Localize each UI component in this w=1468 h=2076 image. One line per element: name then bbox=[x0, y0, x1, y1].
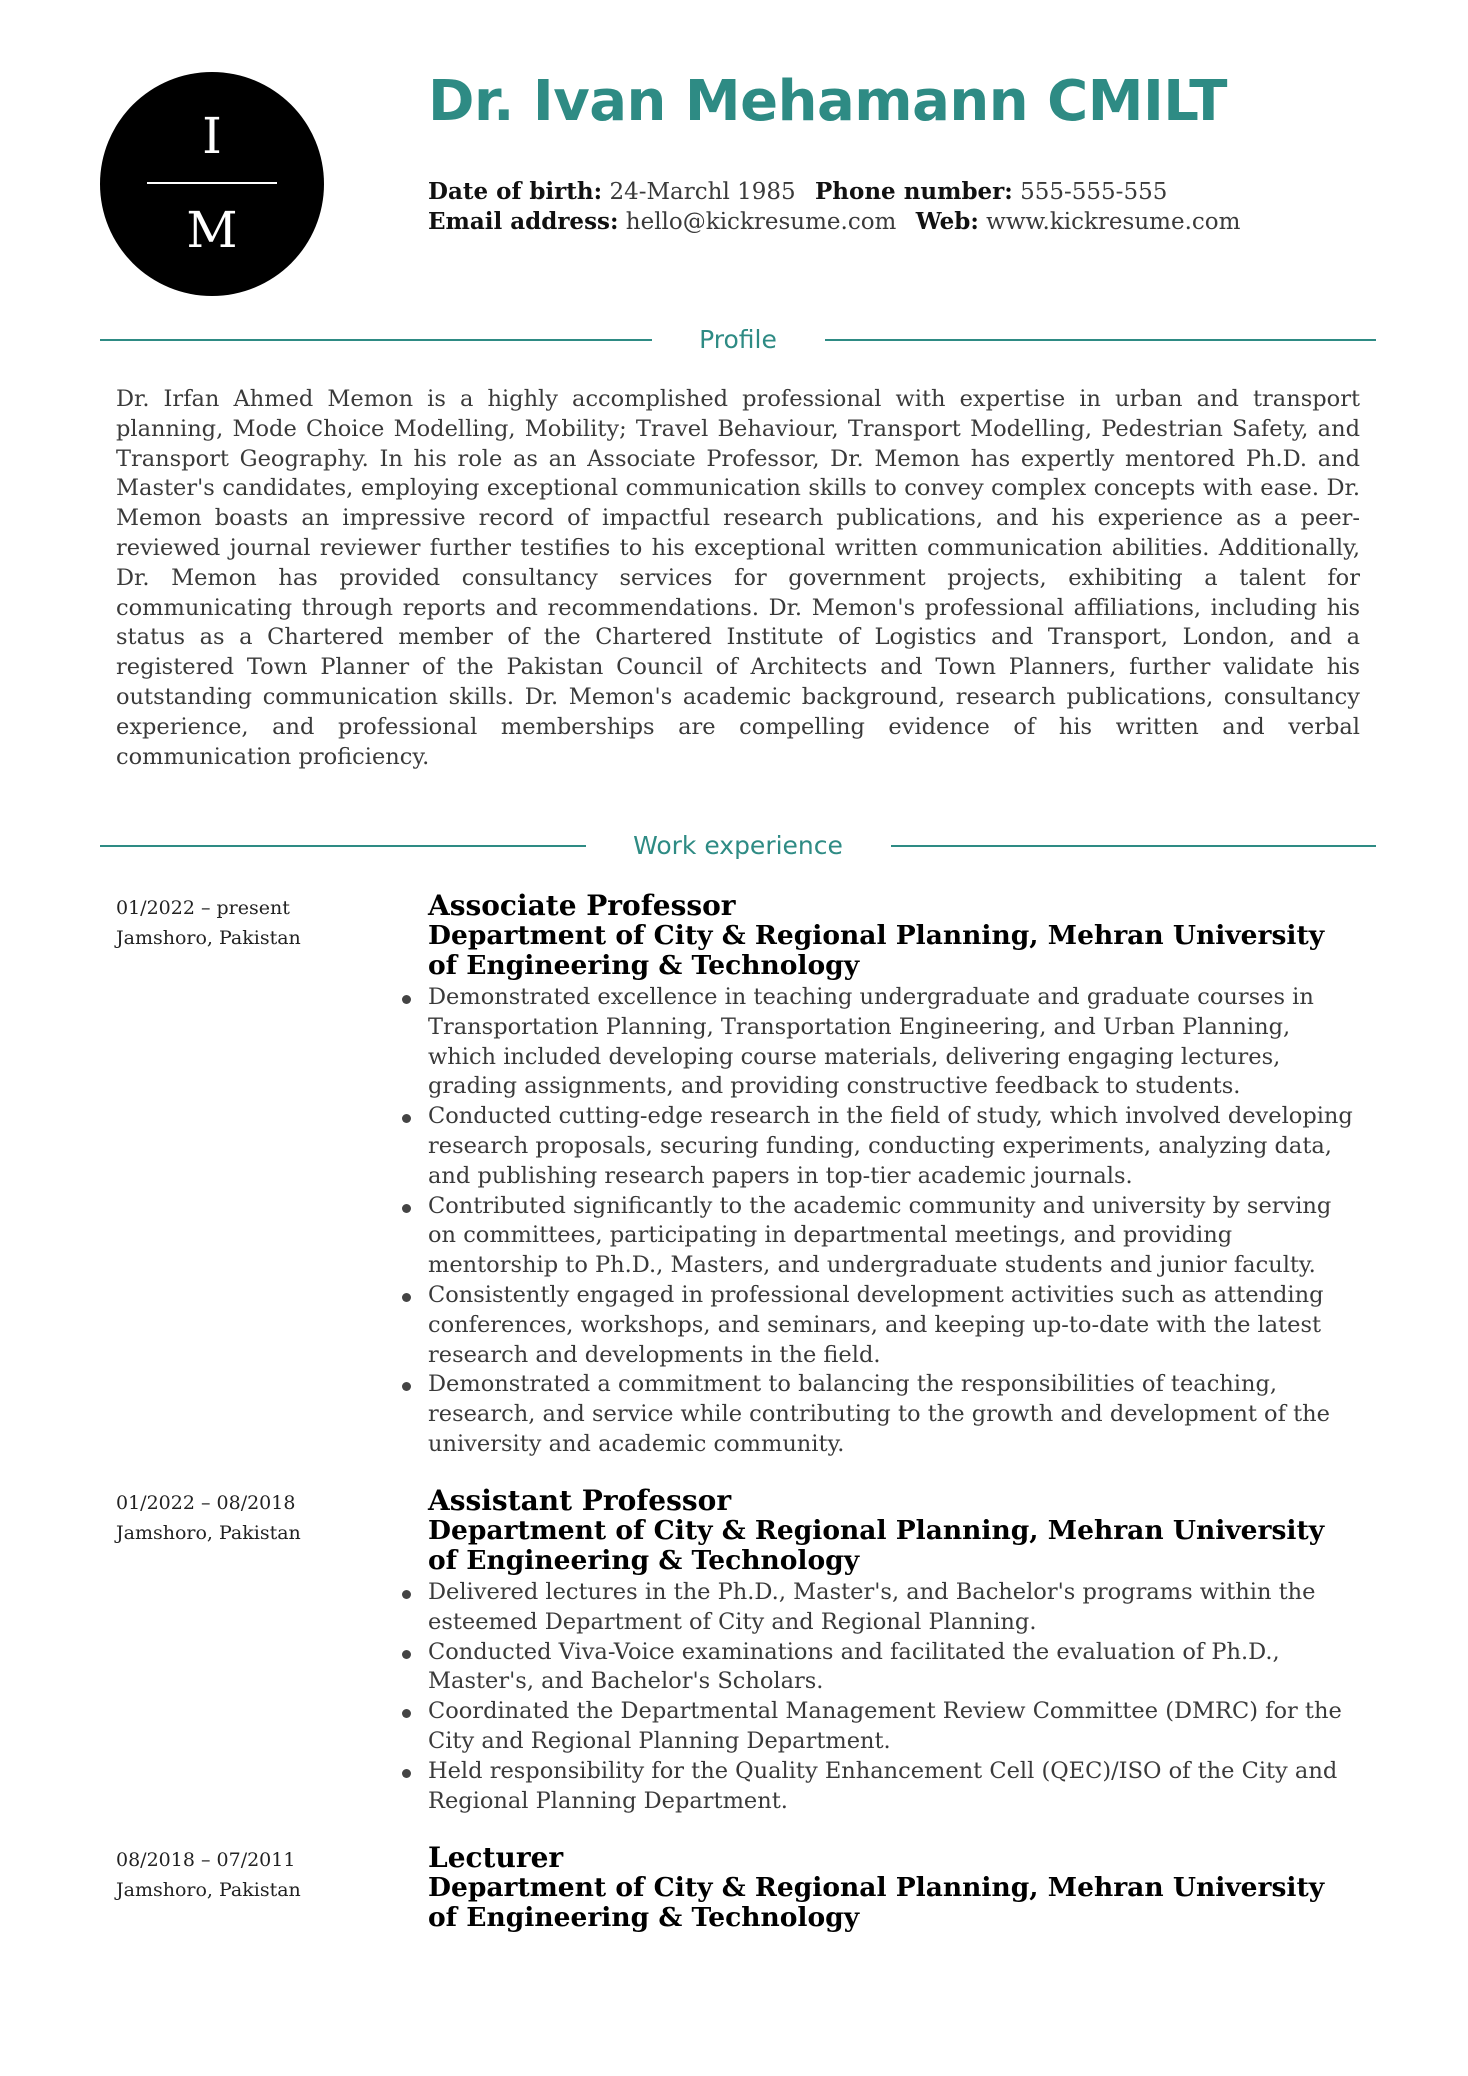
dob-value: 24-Marchl 1985 bbox=[609, 179, 796, 205]
job-title: Associate Professor bbox=[428, 889, 736, 922]
work-section-heading bbox=[100, 828, 1376, 864]
job-bullet: Demonstrated a commitment to balancing the responsibilities of teaching, research, and service while contributing to the growth and development of the university and academic community. bbox=[428, 1370, 1358, 1459]
job-location: Jamshoro, Pakistan bbox=[116, 927, 301, 949]
monogram-divider bbox=[147, 182, 277, 184]
job-dates: 08/2018 – 07/2011 bbox=[116, 1849, 296, 1871]
job-dates: 01/2022 – 08/2018 bbox=[116, 1492, 296, 1514]
bullet-dot bbox=[402, 1650, 411, 1659]
bullet-dot bbox=[402, 1769, 411, 1778]
email-value[interactable]: hello@kickresume.com bbox=[625, 209, 897, 235]
profile-section-heading bbox=[100, 322, 1376, 358]
job-location: Jamshoro, Pakistan bbox=[116, 1522, 301, 1544]
job-bullet: Delivered lectures in the Ph.D., Master's, and Bachelor's programs within the esteemed Department of City and Regional Planning. bbox=[428, 1578, 1358, 1638]
job-bullet: Held responsibility for the Quality Enhancement Cell (QEC)/ISO of the City and Regional Planning Department. bbox=[428, 1757, 1358, 1817]
email-label: Email address: bbox=[428, 208, 619, 235]
job-bullet: Contributed significantly to the academic community and university by serving on committees, participating in departmental meetings, and providing mentorship to Ph.D., Masters, and undergraduate students and junior faculty. bbox=[428, 1192, 1358, 1281]
web-label: Web: bbox=[915, 208, 979, 235]
bullet-dot bbox=[402, 1293, 411, 1302]
job-bullets bbox=[428, 1578, 1358, 1816]
job-title: Assistant Professor bbox=[428, 1484, 732, 1517]
web-value[interactable]: www.kickresume.com bbox=[986, 209, 1241, 235]
monogram-first-initial: I bbox=[202, 107, 222, 165]
bullet-dot bbox=[402, 1204, 411, 1213]
contact-line-2 bbox=[428, 207, 1240, 237]
job-dates: 01/2022 – present bbox=[116, 897, 290, 919]
job-organization: Department of City & Regional Planning, Mehran University of Engineering & Technology bbox=[428, 1515, 1325, 1576]
bullet-dot bbox=[402, 1114, 411, 1123]
bullet-dot bbox=[402, 995, 411, 1004]
job-bullet: Conducted cutting-edge research in the field of study, which involved developing research proposals, securing funding, conducting experiments, analyzing data, and publishing research papers in top-tier academic journals. bbox=[428, 1102, 1358, 1191]
job-bullet: Coordinated the Departmental Management Review Committee (DMRC) for the City and Regional Planning Department. bbox=[428, 1697, 1358, 1757]
job-bullet: Consistently engaged in professional development activities such as attending conferences, workshops, and seminars, and keeping up-to-date with the latest research and developments in the field. bbox=[428, 1281, 1358, 1370]
job-bullet: Conducted Viva-Voice examinations and facilitated the evaluation of Ph.D., Master's, and Bachelor's Scholars. bbox=[428, 1638, 1358, 1698]
profile-summary: Dr. Irfan Ahmed Memon is a highly accomplished professional with expertise in urban and transport planning, Mode Choice Modelling, Mobility; Travel Behaviour, Transport Modelling, Pedestrian Safety, and Transport Geography. In his role as an Associate Professor, Dr. Memon has expertly mentored Ph.D. and Master's candidates, employing exceptional communication skills to convey complex concepts with ease. Dr. Memon boasts an impressive record of impactful research publications, and his experience as a peer-reviewed journal reviewer further testifies to his exceptional written communication abilities. Additionally, Dr. Memon has provided consultancy services for government projects, exhibiting a talent for communicating through reports and recommendations. Dr. Memon's professional affiliations, including his status as a Chartered member of the Chartered Institute of Logistics and Transport, London, and a registered Town Planner of the Pakistan Council of Architects and Town Planners, further validate his outstanding communication skills. Dr. Memon's academic background, research publications, consultancy experience, and professional memberships are compelling evidence of his written and verbal communication proficiency. bbox=[116, 386, 1360, 770]
job-organization: Department of City & Regional Planning, Mehran University of Engineering & Technology bbox=[428, 1872, 1325, 1933]
job-title: Lecturer bbox=[428, 1841, 564, 1874]
job-bullet: Demonstrated excellence in teaching undergraduate and graduate courses in Transportation Planning, Transportation Engineering, and Urban Planning, which included developing course materials, delivering engaging lectures, grading assignments, and providing constructive feedback to students. bbox=[428, 983, 1358, 1102]
work-title: Work experience bbox=[633, 831, 843, 860]
candidate-name: Dr. Ivan Mehamann CMILT bbox=[428, 69, 1227, 134]
contact-line-1 bbox=[428, 177, 1167, 207]
phone-label: Phone number: bbox=[814, 178, 1013, 205]
job-location: Jamshoro, Pakistan bbox=[116, 1879, 301, 1901]
phone-value: 555-555-555 bbox=[1020, 179, 1168, 205]
bullet-dot bbox=[402, 1709, 411, 1718]
monogram-last-initial: M bbox=[186, 201, 238, 259]
monogram-avatar bbox=[100, 72, 324, 296]
bullet-dot bbox=[402, 1590, 411, 1599]
dob-label: Date of birth: bbox=[428, 178, 603, 205]
profile-title: Profile bbox=[699, 325, 777, 354]
job-bullets bbox=[428, 983, 1358, 1460]
job-organization: Department of City & Regional Planning, Mehran University of Engineering & Technology bbox=[428, 920, 1325, 981]
bullet-dot bbox=[402, 1382, 411, 1391]
